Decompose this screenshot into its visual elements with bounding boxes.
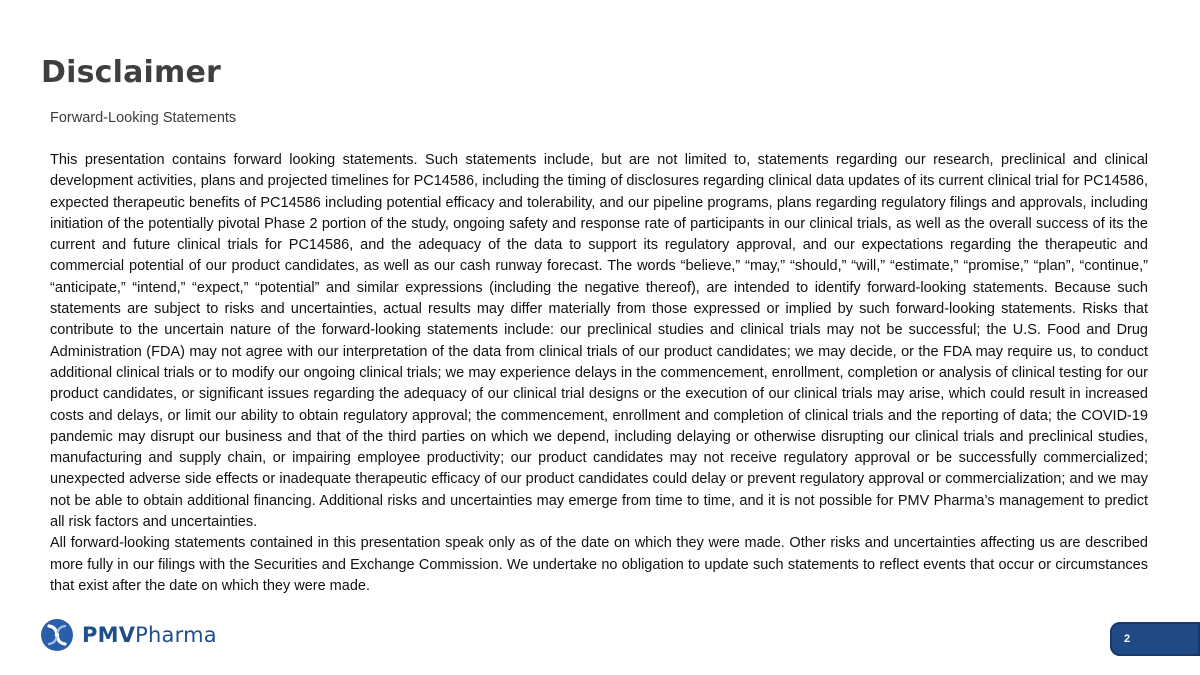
page-number: 2 (1124, 633, 1131, 645)
company-logo (40, 618, 217, 652)
disclaimer-paragraph-2: All forward-looking statements contained in this presentation speak only as of the date on which they were made. Other risks and uncertainties affecting us are described more fully in our filings with the Securities and Exchange Commission. We undertake no obligation to update such statements to reflect events that occur or circumstances that exist after the date on which they were made. (50, 535, 1148, 594)
disclaimer-paragraph-1: This presentation contains forward looking statements. Such statements include, but are not limited to, statements regarding our research, preclinical and clinical development activities, plans and projected timelines for PC14586, including the timing of disclosures regarding clinical data updates of its current clinical trial for PC14586, expected therapeutic benefits of PC14586 including potential efficacy and tolerability, and our pipeline programs, plans regarding regulatory filings and approvals, including initiation of the potentially pivotal Phase 2 portion of the study, ongoing safety and response rate of participants in our clinical trials, as well as the overall success of its the current and future clinical trials for PC14586, and the adequacy of the data to support its regulatory approval, and our expectations regarding the therapeutic and commercial potential of our product candidates, as well as our cash runway forecast. The words “believe,” “may,” “should,” “will,” “estimate,” “promise,” “plan”, “continue,” “anticipate,” “intend,” “expect,” “potential” and similar expressions (including the negative thereof), are intended to identify forward-looking statements. Because such statements are subject to risks and uncertainties, actual results may differ materially from those expressed or implied by such forward-looking statements. Risks that contribute to the uncertain nature of the forward-looking statements include: our preclinical studies and clinical trials may not be successful; the U.S. Food and Drug Administration (FDA) may not agree with our interpretation of the data from clinical trials of our product candidates; we may decide, or the FDA may require us, to conduct additional clinical trials or to modify our ongoing clinical trials; we may experience delays in the commencement, enrollment, completion or analysis of clinical testing for our product candidates, or significant issues regarding the adequacy of our clinical trial designs or the execution of our clinical trials may arise, which could result in increased costs and delays, or limit our ability to obtain regulatory approval; the commencement, enrollment and completion of clinical trials and the reporting of data; the COVID-19 pandemic may disrupt our business and that of the third parties on which we depend, including delaying or otherwise disrupting our clinical trials and preclinical studies, manufacturing and supply chain, or impairing employee productivity; our product candidates may not receive regulatory approval or be successfully commercialized; unexpected adverse side effects or inadequate therapeutic efficacy of our product candidates could delay or prevent regulatory approval or commercialization; and we may not be able to obtain additional financing. Additional risks and uncertainties may emerge from time to time, and it is not possible for PMV Pharma’s management to predict all risk factors and uncertainties. (50, 152, 1148, 531)
slide-title: Disclaimer (41, 55, 222, 90)
company-name-bold: PMV (82, 623, 136, 647)
section-subtitle: Forward-Looking Statements (50, 110, 237, 126)
page-number-badge (1110, 622, 1200, 656)
disclaimer-body (50, 150, 1148, 597)
pmv-helix-icon (40, 618, 74, 652)
company-name (82, 618, 217, 652)
company-name-regular: Pharma (135, 623, 217, 647)
